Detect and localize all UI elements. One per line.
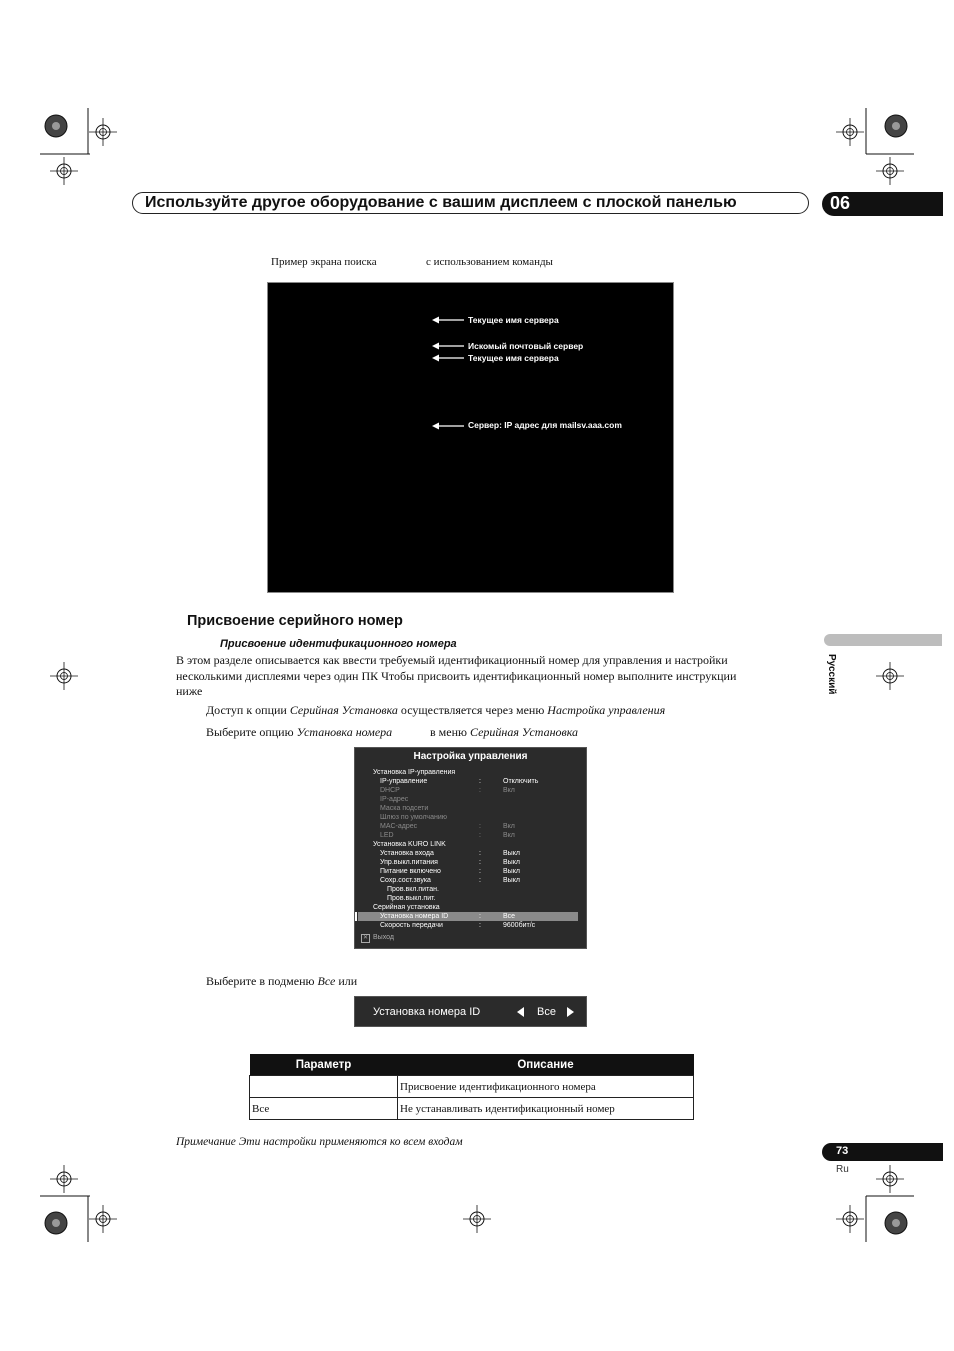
menu-row-separator: : — [479, 868, 481, 875]
search-screen-figure — [267, 282, 674, 593]
intro-line-3: ниже — [176, 684, 203, 698]
menu-row-label: Шлюз по умолчанию — [380, 814, 448, 821]
annotation-current-server-2: Текущее имя сервера — [468, 353, 559, 363]
table-cell: Не устанавливать идентификационный номер — [398, 1098, 694, 1120]
menu-row-separator: : — [479, 859, 481, 866]
menu-row-label: Пров.выкл.пит. — [387, 895, 436, 902]
menu-row-label: Сохр.сост.звука — [380, 877, 431, 884]
arrow-right-icon — [567, 1007, 575, 1017]
side-language-tab — [824, 634, 942, 646]
chapter-number: 06 — [830, 193, 851, 213]
menu-row-label: Маска подсети — [380, 805, 429, 812]
menu-row — [355, 885, 586, 894]
menu-exit-label: Выход — [373, 934, 394, 941]
menu-row — [355, 894, 586, 903]
menu-row — [358, 912, 578, 921]
annotation-searched-mail-server: Искомый почтовый сервер — [468, 341, 584, 351]
menu-row-value: Выкл — [503, 868, 520, 875]
menu-row-label: Установка IP-управления — [373, 769, 456, 776]
page-number: 73 — [836, 1145, 849, 1157]
menu-row-separator: : — [479, 913, 481, 920]
menu-row — [355, 849, 586, 858]
table-header-description: Описание — [398, 1054, 694, 1076]
chapter-number-badge — [822, 192, 943, 216]
menu-row-value: Все — [503, 913, 516, 920]
annotation-current-server-1: Текущее имя сервера — [468, 315, 559, 325]
note-text: Примечание Эти настройки применяются ко всем входам — [176, 1136, 463, 1148]
exit-icon: ✕ — [362, 935, 369, 941]
id-setting-label: Установка номера ID — [373, 1006, 481, 1018]
section-subheading: Присвоение идентификационного номера — [220, 638, 457, 650]
table-cell — [250, 1076, 398, 1098]
arrow-left-icon — [432, 316, 464, 324]
menu-row-label: Установка KURO LINK — [373, 841, 446, 848]
menu-row-separator: : — [479, 850, 481, 857]
menu-row-value: Отключить — [503, 778, 539, 785]
menu-row-separator: : — [479, 922, 481, 929]
menu-row — [355, 768, 586, 777]
figure-caption-right: с использованием команды — [426, 256, 553, 268]
menu-row — [355, 786, 586, 795]
menu-row-label: MAC-адрес — [380, 823, 418, 830]
menu-row-separator: : — [479, 877, 481, 884]
arrow-left-icon — [432, 354, 464, 362]
menu-row-label: DHCP — [380, 787, 400, 794]
menu-row-value: Выкл — [503, 877, 520, 884]
menu-row-label: Установка входа — [380, 850, 434, 857]
annotation-server-ip: Сервер: IP адрес для mailsv.aaa.com — [468, 420, 622, 430]
step-2-text-b: в меню Серийная Установка — [430, 725, 579, 739]
menu-title: Настройка управления — [413, 751, 528, 762]
intro-line-2: несколькими дисплеями через один ПК Чтобы присвоить идентификационный номер выполните инструкции — [176, 669, 737, 683]
menu-row — [355, 777, 586, 786]
menu-row — [355, 795, 586, 804]
step-2-text-a: Выберите опцию Установка номера — [206, 725, 393, 739]
intro-line-1: В этом разделе описывается как ввести требуемый идентификационный номер для управления и настройки — [176, 653, 728, 667]
menu-row — [355, 813, 586, 822]
parameter-table — [249, 1054, 694, 1120]
menu-row — [355, 921, 586, 930]
menu-row — [355, 867, 586, 876]
menu-row-label: Установка номера ID — [380, 913, 449, 920]
menu-row — [355, 831, 586, 840]
menu-row-separator: : — [479, 832, 481, 839]
menu-row-value: Вкл — [503, 832, 515, 839]
menu-row-separator: : — [479, 823, 481, 830]
id-number-setting-bar — [354, 996, 587, 1027]
step-1-text: Доступ к опции Серийная Установка осуществляется через меню Настройка управления — [206, 703, 666, 717]
menu-row-label: Упр.выкл.питания — [380, 859, 438, 866]
step-3-text: Выберите в подменю Все или — [206, 974, 358, 988]
menu-row-value: Вкл — [503, 823, 515, 830]
menu-row-label: IP-адрес — [380, 796, 409, 803]
table-cell: Присвоение идентификационного номера — [398, 1076, 694, 1098]
menu-row — [355, 876, 586, 885]
control-settings-menu — [354, 747, 587, 949]
menu-row — [355, 804, 586, 813]
menu-row-value: Выкл — [503, 850, 520, 857]
table-row — [250, 1098, 694, 1120]
table-row — [250, 1076, 694, 1098]
menu-row-label: Скорость передачи — [380, 922, 443, 929]
page-number-badge — [822, 1143, 943, 1161]
menu-row-value: Выкл — [503, 859, 520, 866]
figure-caption-left: Пример экрана поиска — [271, 256, 377, 268]
menu-row-separator: : — [479, 787, 481, 794]
page-language: Ru — [836, 1164, 849, 1175]
menu-row — [355, 840, 586, 849]
menu-row-value: 9600бит/с — [503, 922, 536, 929]
menu-row — [355, 858, 586, 867]
chapter-title: Используйте другое оборудование с вашим дисплеем с плоской панелью — [145, 194, 737, 211]
arrow-left-icon — [432, 422, 464, 430]
table-header-parameter: Параметр — [250, 1054, 398, 1076]
id-setting-value: Все — [537, 1006, 556, 1018]
selection-marker — [355, 912, 357, 921]
menu-row-label: Серийная установка — [373, 904, 440, 911]
menu-row-value: Вкл — [503, 787, 515, 794]
menu-row — [355, 903, 586, 912]
side-language-label: Русский — [826, 654, 837, 695]
arrow-left-icon — [517, 1007, 525, 1017]
chapter-title-banner — [132, 192, 809, 214]
section-heading: Присвоение серийного номер — [187, 613, 403, 629]
menu-row-label: LED — [380, 832, 394, 839]
menu-row-label: IP-управление — [380, 778, 428, 785]
table-cell: Все — [250, 1098, 398, 1120]
menu-row-separator: : — [479, 778, 481, 785]
menu-row — [355, 822, 586, 831]
arrow-left-icon — [432, 342, 464, 350]
menu-row-label: Пров.вкл.питан. — [387, 886, 439, 893]
menu-row-label: Питание включено — [380, 868, 441, 875]
